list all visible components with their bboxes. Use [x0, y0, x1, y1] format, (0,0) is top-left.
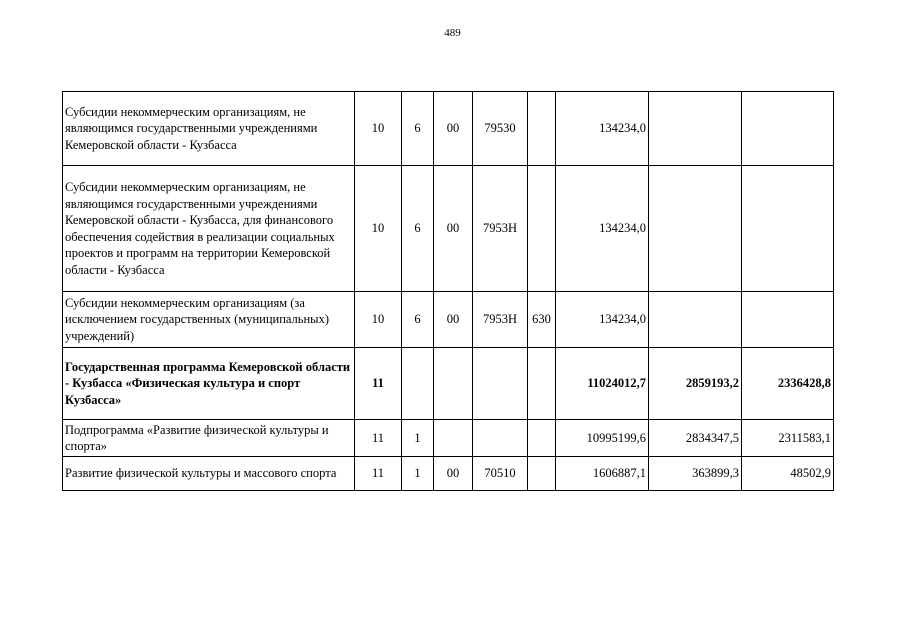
amount-year-2: 2859193,2	[649, 348, 742, 420]
section-code: 10	[355, 292, 402, 348]
section-code: 11	[355, 420, 402, 457]
amount-year-2	[649, 92, 742, 166]
program-code: 00	[434, 457, 473, 491]
expense-type-code	[528, 166, 556, 292]
expense-type-code	[528, 92, 556, 166]
section-code: 10	[355, 166, 402, 292]
section-code: 10	[355, 92, 402, 166]
amount-year-1: 10995199,6	[556, 420, 649, 457]
table-row	[63, 292, 834, 348]
subsection-code: 6	[402, 92, 434, 166]
amount-year-2: 363899,3	[649, 457, 742, 491]
expense-type-code: 630	[528, 292, 556, 348]
program-code	[434, 420, 473, 457]
subsection-code: 6	[402, 292, 434, 348]
row-name: Субсидии некоммерческим организациям, не являющимся государственными учреждениями Кемеровской области - Кузбасса, для финансового обеспечения содействия в реализации социальных проектов и программ на территории Кемеровской области - Кузбасса	[63, 166, 355, 292]
amount-year-3: 2336428,8	[742, 348, 834, 420]
row-name: Государственная программа Кемеровской области - Кузбасса «Физическая культура и спорт Кузбасса»	[63, 348, 355, 420]
subsection-code: 1	[402, 420, 434, 457]
amount-year-3	[742, 292, 834, 348]
expense-type-code	[528, 420, 556, 457]
table-row	[63, 92, 834, 166]
amount-year-3: 2311583,1	[742, 420, 834, 457]
row-name: Субсидии некоммерческим организациям, не являющимся государственными учреждениями Кемеровской области - Кузбасса	[63, 92, 355, 166]
row-name: Подпрограмма «Развитие физической культуры и спорта»	[63, 420, 355, 457]
amount-year-2	[649, 292, 742, 348]
program-code: 00	[434, 166, 473, 292]
amount-year-1: 11024012,7	[556, 348, 649, 420]
subsection-code: 1	[402, 457, 434, 491]
amount-year-1: 1606887,1	[556, 457, 649, 491]
amount-year-1: 134234,0	[556, 292, 649, 348]
amount-year-2: 2834347,5	[649, 420, 742, 457]
subsection-code: 6	[402, 166, 434, 292]
subsection-code	[402, 348, 434, 420]
target-article-code: 7953Н	[473, 292, 528, 348]
amount-year-3	[742, 166, 834, 292]
row-name: Развитие физической культуры и массового спорта	[63, 457, 355, 491]
amount-year-2	[649, 166, 742, 292]
table-row	[63, 166, 834, 292]
program-code: 00	[434, 92, 473, 166]
table-row	[63, 457, 834, 491]
page-number: 489	[444, 27, 461, 39]
amount-year-3	[742, 92, 834, 166]
target-article-code: 70510	[473, 457, 528, 491]
section-code: 11	[355, 348, 402, 420]
table-row	[63, 348, 834, 420]
target-article-code: 7953Н	[473, 166, 528, 292]
amount-year-1: 134234,0	[556, 166, 649, 292]
row-name: Субсидии некоммерческим организациям (за исключением государственных (муниципальных) учреждений)	[63, 292, 355, 348]
budget-table	[62, 91, 834, 491]
section-code: 11	[355, 457, 402, 491]
expense-type-code	[528, 457, 556, 491]
amount-year-3: 48502,9	[742, 457, 834, 491]
amount-year-1: 134234,0	[556, 92, 649, 166]
program-code: 00	[434, 292, 473, 348]
expense-type-code	[528, 348, 556, 420]
target-article-code: 79530	[473, 92, 528, 166]
target-article-code	[473, 348, 528, 420]
program-code	[434, 348, 473, 420]
target-article-code	[473, 420, 528, 457]
table-row	[63, 420, 834, 457]
